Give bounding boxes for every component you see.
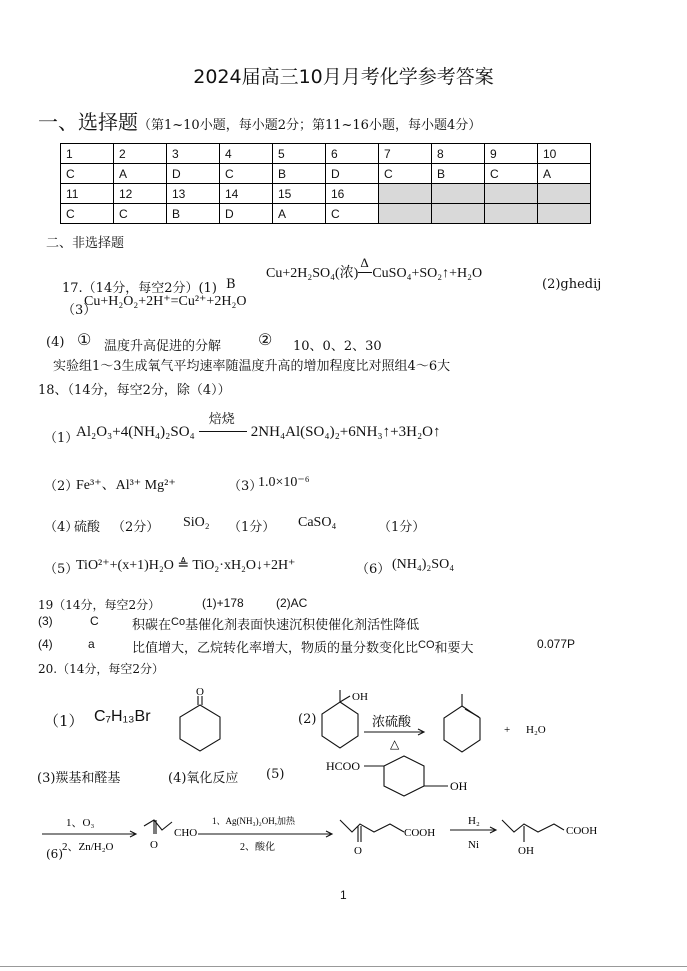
q18-answer-5: TiO²⁺+(x+1)H₂O ≜ TiO₂·xH₂O↓+2H⁺: [76, 558, 296, 573]
formate-label: HCOO: [326, 759, 361, 773]
q20-label-5: (5): [266, 767, 285, 782]
answer-table-cell: A: [273, 204, 326, 224]
answer-table-cell: 8: [432, 144, 485, 164]
answer-table-cell: 11: [61, 184, 114, 204]
answer-table-cell: C: [485, 164, 538, 184]
answer-table-cell: 6: [326, 144, 379, 164]
step1-o-label: O: [150, 839, 158, 851]
reactant-ring: [322, 702, 358, 748]
q20-label-1: （1）: [44, 712, 84, 730]
aldehyde-label: CHO: [174, 827, 198, 839]
answer-table-cell: 12: [114, 184, 167, 204]
q18-score-4-2: （1分）: [228, 520, 276, 535]
answer-table-cell: B: [432, 164, 485, 184]
answer-table-cell: D: [220, 204, 273, 224]
q20-answer-4: (4)氧化反应: [168, 771, 239, 786]
q17-equation-1: [266, 255, 483, 282]
q19-value-4: 0.077P: [537, 637, 576, 651]
answer-table-row: [61, 204, 591, 224]
answer-table-cell: A: [538, 164, 591, 184]
q19-text-3: [132, 614, 419, 633]
q17-answer-1: B: [226, 277, 236, 292]
q18-score-4-1: （2分）: [112, 520, 160, 535]
q19-answer-3: C: [90, 614, 99, 628]
q20-synthesis-route: [40, 806, 610, 872]
q18-eq1-left: Al₂O₃+4(NH₄)₂SO₄: [76, 424, 195, 440]
nickel-label: Ni: [468, 839, 479, 851]
answer-table-cell: 7: [379, 144, 432, 164]
q17-eq1-reactants: Cu+2H₂SO₄(浓): [266, 266, 359, 281]
cyclohexane-ring: [384, 756, 424, 796]
page-bottom-rule: [0, 966, 687, 967]
answer-table-cell: C: [114, 204, 167, 224]
q17-equation-3: Cu+H₂O₂+2H⁺=Cu²⁺+2H₂O: [84, 294, 247, 309]
roast-condition: 焙烧: [208, 411, 235, 426]
q20-header: 20.（14分，每空2分）: [38, 662, 164, 676]
answer-table-cell: B: [167, 204, 220, 224]
answer-table-cell: 3: [167, 144, 220, 164]
cyclohexanone-structure: [170, 685, 230, 755]
heat-label: △: [390, 737, 400, 751]
answer-table-cell: A: [114, 164, 167, 184]
q18-answer-4-2: SiO₂: [183, 515, 210, 530]
answer-table-cell: B: [273, 164, 326, 184]
q18-answer-6: (NH₄)₂SO₄: [392, 557, 455, 572]
answer-table-cell: D: [326, 164, 379, 184]
answer-table-cell: 15: [273, 184, 326, 204]
q19-text-4: [132, 637, 474, 656]
page-title: 2024届高三10月月考化学参考答案: [193, 66, 494, 88]
q20-answer-3: (3)羰基和醛基: [37, 771, 121, 786]
acid-label: COOH: [404, 827, 436, 839]
q18-label-1: （1）: [44, 431, 79, 446]
q18-header: 18、（14分，每空2分，除（4））: [38, 383, 231, 398]
reagent-label: 浓硫酸: [372, 714, 412, 729]
answer-table-cell: D: [167, 164, 220, 184]
q17-answer-4-1: 温度升高促进的分解: [104, 339, 222, 354]
q18-score-4-3: （1分）: [378, 520, 426, 535]
answer-table-row: [61, 184, 591, 204]
q19-text-4b: 和要大: [434, 641, 474, 656]
answer-table-cell: [538, 184, 591, 204]
section-2-heading: 二、非选择题: [46, 236, 125, 251]
q18-eq1-right: 2NH₄Al(SO₄)₂+6NH₃↑+3H₂O↑: [250, 424, 441, 440]
answer-table-cell: 9: [485, 144, 538, 164]
q17-label-3: （3）: [62, 303, 97, 318]
hydrogen-label: H₂: [468, 815, 480, 827]
q20-formula-1: C₇H₁₃Br: [94, 708, 151, 725]
q18-label-3: （3）: [228, 479, 263, 494]
answer-table-cell: 10: [538, 144, 591, 164]
carbonyl-o-label: O: [196, 686, 204, 698]
answer-table-cell: [432, 184, 485, 204]
q18-label-2: （2）: [44, 479, 79, 494]
hydroxyl-label: OH: [450, 779, 468, 793]
q20-label-2: (2): [298, 712, 317, 727]
answer-table-cell: [485, 204, 538, 224]
answer-table-cell: C: [61, 164, 114, 184]
product-oh-label: OH: [518, 845, 534, 857]
step2-bottom: 2、酸化: [240, 842, 275, 853]
q19-text-4a: 比值增大，乙烷转化率增大，物质的量分数变化比: [132, 641, 419, 656]
page-number: 1: [340, 888, 347, 902]
answer-table-row: [61, 164, 591, 184]
q20-label-6: (6): [46, 847, 63, 861]
answer-table-cell: [379, 184, 432, 204]
q19-text-3a: 积碳在: [132, 618, 172, 633]
q17-circle-1: ①: [77, 330, 92, 349]
answer-table-cell: [538, 204, 591, 224]
answer-table-cell: 13: [167, 184, 220, 204]
oh-label: OH: [352, 691, 368, 703]
answer-table-cell: [379, 204, 432, 224]
answer-table-cell: 14: [220, 184, 273, 204]
answer-table-cell: C: [61, 204, 114, 224]
answer-table-cell: 16: [326, 184, 379, 204]
answer-table-cell: 5: [273, 144, 326, 164]
q18-answer-4-3: CaSO₄: [298, 515, 337, 530]
q19-answer-2: (2)AC: [276, 596, 308, 610]
q18-answer-4-1: 硫酸: [74, 520, 101, 535]
q17-answer-2: (2)ghedij: [542, 277, 602, 292]
q17-label-4: (4): [46, 335, 65, 350]
answer-table-cell: [432, 204, 485, 224]
product-ring: [444, 706, 480, 752]
q18-answer-2: Fe³⁺、Al³⁺ Mg²⁺: [76, 478, 176, 493]
q19-text-3b: 基催化剂表面快速沉积使催化剂活性降低: [185, 618, 420, 633]
water-label: H₂O: [526, 724, 546, 736]
step2-top: 1、Ag(NH₃)₂OH,加热: [212, 816, 296, 826]
answer-table-row: [61, 144, 591, 164]
q18-label-4: （4）: [44, 520, 79, 535]
q19-co-3: Co: [171, 616, 186, 628]
q18-equation-1: [76, 411, 441, 441]
q19-co-4: CO: [418, 639, 435, 651]
section-1-label: 一、选择题: [38, 110, 138, 134]
answer-table-cell: 2: [114, 144, 167, 164]
plus-sign: +: [504, 724, 511, 736]
q17-answer-4-3: 实验组1～3生成氧气平均速率随温度升高的增加程度比对照组4～6大: [53, 359, 451, 374]
answer-table: [60, 143, 591, 224]
q19-answer-4: a: [88, 637, 95, 651]
step2-o-label: O: [354, 845, 362, 857]
answer-table-cell: 4: [220, 144, 273, 164]
q18-label-5: （5）: [44, 562, 79, 577]
step1-bottom: 2、Zn/H₂O: [62, 841, 114, 853]
q19-label-4: (4): [38, 637, 53, 651]
answer-table-cell: C: [326, 204, 379, 224]
q19-label-3: (3): [38, 614, 53, 628]
q19-header: 19（14分，每空2分）: [38, 598, 161, 612]
q19-answer-1: (1)+178: [202, 596, 244, 610]
q20-structure-5: [322, 748, 482, 798]
q17-header: 17.（14分，每空2分）(1): [62, 281, 217, 296]
q17-answer-4-2: 10、0、2、30: [293, 339, 382, 354]
heat-condition: Δ: [360, 255, 369, 270]
q18-label-6: （6）: [356, 562, 391, 577]
answer-table-cell: C: [379, 164, 432, 184]
section-1-heading: [38, 106, 481, 135]
answer-table-cell: C: [220, 164, 273, 184]
section-1-note: （第1~10小题，每小题2分；第11~16小题，每小题4分）: [138, 118, 482, 133]
q17-eq1-products: CuSO₄+SO₂↑+H₂O: [372, 266, 483, 281]
q17-circle-2: ②: [258, 330, 273, 349]
product-acid-label: COOH: [566, 825, 598, 837]
q18-answer-3: 1.0×10⁻⁶: [258, 475, 310, 490]
step1-top: 1、O₃: [66, 817, 95, 829]
answer-table-cell: 1: [61, 144, 114, 164]
answer-table-cell: [485, 184, 538, 204]
